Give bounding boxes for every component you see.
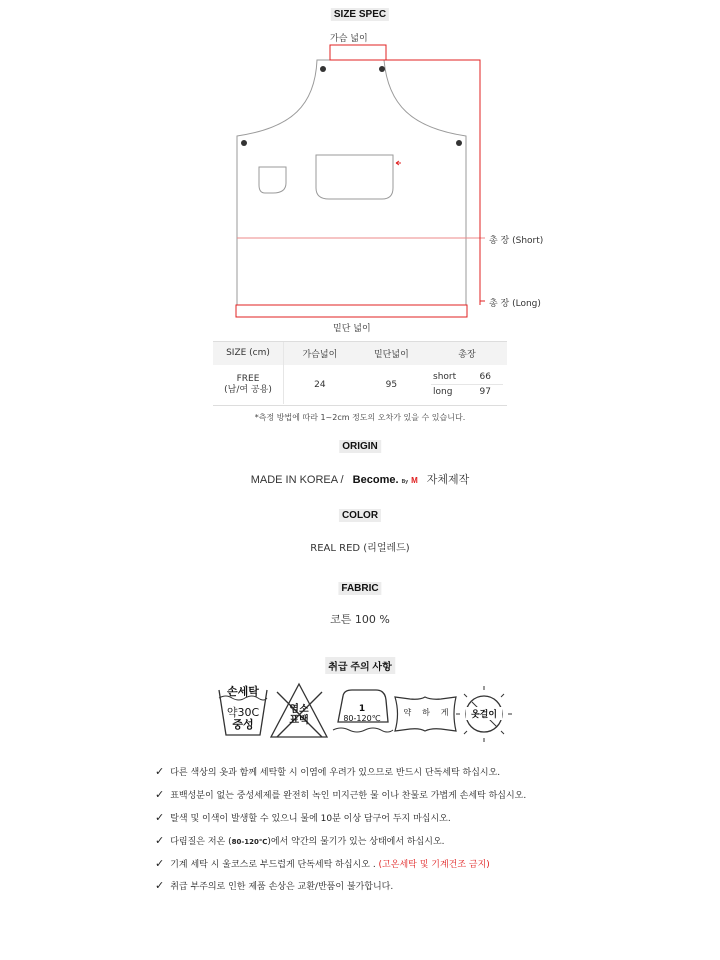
self-made-text: 자체제작 [426,474,470,486]
fabric-header: FABRIC [338,582,381,595]
hem-value: 95 [385,379,398,390]
gentle-3: 게 [440,708,449,717]
iron-num: 1 [358,704,366,714]
small-pocket [259,167,286,193]
gentle-1: 약 [403,708,412,717]
care-note [155,879,393,892]
note-text: 탈색 및 이색이 발생할 수 있으니 물에 10분 이상 담구어 두지 마십시오. [170,814,451,824]
chest-value: 24 [314,379,326,390]
grommet [320,66,326,72]
brand-logo [353,474,421,486]
brand-name: Become. [352,474,399,486]
care-note [155,811,451,824]
check-icon: ✓ [155,788,165,801]
color-value: REAL RED (리얼레드) [310,543,410,554]
check-icon: ✓ [155,857,165,870]
iron-temp: 80-120℃ [343,714,381,723]
bleach-top: 염소 [289,704,309,715]
handwash-top: 손세탁 [227,685,259,698]
hem-width-label: 밑단 넓이 [333,324,371,334]
note-temp: 80-120℃ [231,838,268,846]
total-short-label: 총 장 (Short) [489,236,544,246]
grommet [456,140,462,146]
short-value: 66 [479,372,491,382]
long-label: long [433,387,453,397]
care-note [155,788,526,801]
care-note [155,857,490,870]
color-header: COLOR [339,509,381,522]
grommet [241,140,247,146]
size-name: FREE [236,373,260,384]
apron-outline [237,60,466,305]
care-note [155,765,500,778]
note-text: 다림질은 저온 ( [170,837,232,847]
bleach-text [279,704,319,726]
note-text: 표백성분이 없는 중성세제를 완전히 녹인 미지근한 물 이나 찬물로 가볍게 손세탁 하십시오. [170,791,527,801]
table-header: 총장 [458,349,476,360]
check-icon: ✓ [155,834,165,847]
brand-by: By [401,479,408,485]
handwash-text [218,686,268,731]
check-icon: ✓ [155,811,165,824]
made-in-text: MADE IN KOREA / [250,474,344,486]
grommet [379,66,385,72]
iron-text [338,704,386,724]
table-header: 가슴넓이 [302,349,338,360]
gentle-text [398,707,454,718]
origin-line [0,471,720,487]
origin-header: ORIGIN [339,440,381,453]
note-text: 다른 색상의 옷과 함께 세탁할 시 이염에 우려가 있으므로 반드시 단독세탁 하십시오. [170,768,501,778]
table-header: 밑단넓이 [373,349,409,360]
care-header: 취급 주의 사항 [325,657,395,674]
bleach-bottom: 표백 [289,715,309,726]
hanger-text: 옷걸이 [466,707,502,720]
size-table [213,341,507,404]
fabric-value: 코튼 100 % [330,613,390,626]
chest-width-label: 가슴 넓이 [330,34,368,44]
care-note [155,834,445,847]
hem-width-box [236,305,467,317]
note-text: 기계 세탁 시 울코스로 부드럽게 단독세탁 하십시오 . [170,860,379,870]
gentle-2: 하 [422,708,430,717]
length-cell [427,365,507,404]
check-icon: ✓ [155,879,165,892]
size-note: *측정 방법에 따라 1~2cm 정도의 오차가 있을 수 있습니다. [254,413,466,422]
size-spec-header: SIZE SPEC [331,8,389,21]
size-note: (남/여 공용) [224,384,272,395]
table-header: SIZE (cm) [213,341,284,365]
size-cell [213,365,284,404]
short-label: short [433,372,457,382]
note-text: 취급 부주의로 인한 제품 손상은 교환/반품이 불가합니다. [170,882,394,892]
check-icon: ✓ [155,765,165,778]
chest-width-box [330,45,386,60]
handwash-temp: 약30C [226,706,260,719]
pocket-arrow [396,161,401,165]
total-long-label: 총 장 (Long) [489,299,541,309]
large-pocket [316,155,393,199]
long-value: 97 [479,387,491,397]
apron-diagram [0,0,720,340]
handwash-neutral: 중성 [232,718,254,731]
brand-m: M [411,476,418,485]
note-text: )에서 약간의 물기가 있는 상태에서 하십시오. [267,837,445,847]
note-warning: (고온세탁 및 기계건조 금지) [378,860,490,870]
